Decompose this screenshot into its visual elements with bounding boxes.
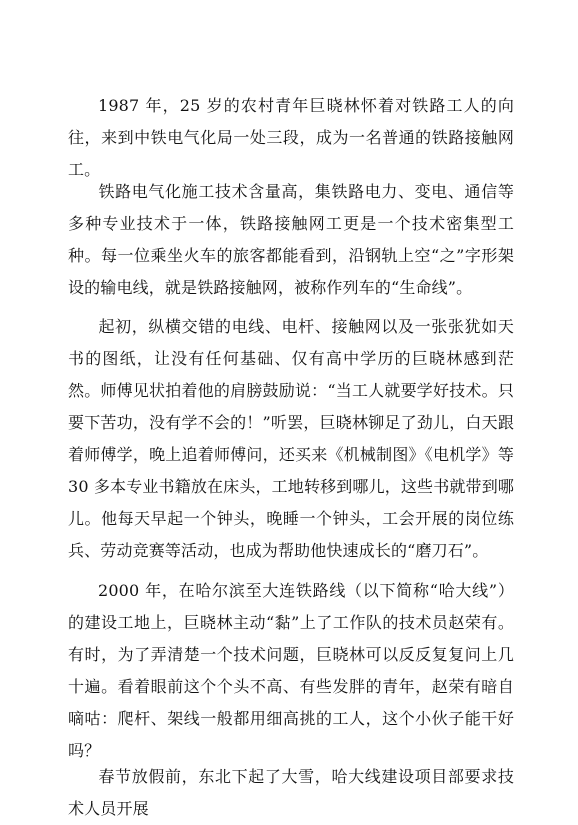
paragraph-text: 铁路电气化施工技术含量高，集铁路电力、变电、通信等多种专业技术于一体，铁路接触网工更是一个技术密集型工种。每一位乘坐火车的旅客都能看到，沿钢轨上空“之”字形架设的输电线，就是铁路接触网，被称作列车的“生命线”。 <box>68 182 514 297</box>
paragraph-learning-technology <box>68 311 514 567</box>
paragraph-railway-electrification <box>68 176 514 304</box>
paragraph-text: 起初，纵横交错的电线、电杆、接触网以及一张张犹如天书的图纸，让没有任何基础、仅有高中学历的巨晓林感到茫然。师傅见状拍着他的肩膀鼓励说：“当工人就要学好技术。只要下苦功，没有学不会的！”听罢，巨晓林铆足了劲儿，白天跟着师傅学，晚上追着师傅问，还买来《机械制图》《电机学》等 30 多本专业书籍放在床头，工地转移到哪儿，这些书就带到哪儿。他每天早起一个钟头，晚睡一个钟头，工会开展的岗位练兵、劳动竞赛等活动，也成为帮助他快速成长的“磨刀石”。 <box>68 317 514 560</box>
paragraph-1987-start <box>68 90 514 186</box>
paragraph-text: 春节放假前，东北下起了大雪，哈大线建设项目部要求技术人员开展 <box>68 767 514 818</box>
paragraph-text: 2000 年，在哈尔滨至大连铁路线（以下简称“哈大线”）的建设工地上，巨晓林主动“黏”上了工作队的技术员赵荣有。有时，为了弄清楚一个技术问题，巨晓林可以反反复复问上几十遍。看着眼前这个个头不高、有些发胖的青年，赵荣有暗自嘀咕：爬杆、架线一般都用细高挑的工人，这个小伙子能干好吗？ <box>68 581 514 760</box>
paragraph-harbin-dalian <box>68 575 514 767</box>
paragraph-spring-festival <box>68 761 514 825</box>
paragraph-text: 1987 年，25 岁的农村青年巨晓林怀着对铁路工人的向往，来到中铁电气化局一处三段，成为一名普通的铁路接触网工。 <box>68 96 514 179</box>
